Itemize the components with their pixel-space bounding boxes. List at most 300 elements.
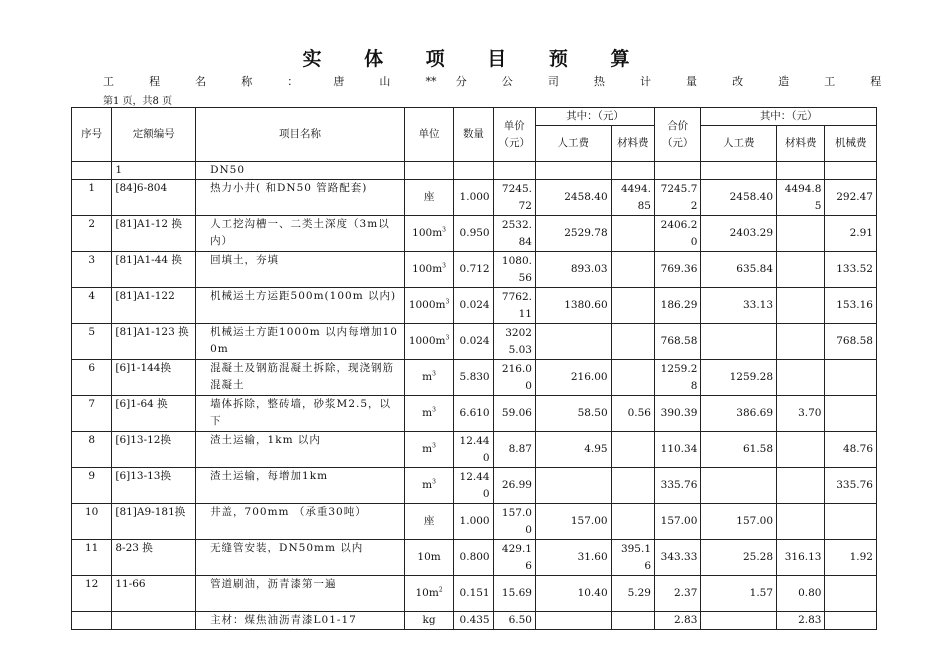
row-seq-text: 6 — [88, 362, 96, 374]
row-labor-2-text: 25.28 — [742, 551, 774, 563]
row-labor-2 — [701, 612, 777, 630]
row-unit-price-text: 216.00 — [501, 362, 532, 392]
row-labor-2-text: 1259.28 — [729, 371, 774, 383]
row-unit — [404, 180, 453, 216]
row-total-price-text: 343.33 — [660, 551, 698, 563]
row-total-price-text: 1259.28 — [660, 362, 698, 392]
row-quota-code-text: [6]1-144换 — [115, 362, 171, 374]
row-machine-2-text: 133.52 — [836, 263, 873, 275]
row-quantity — [454, 504, 493, 540]
table-row — [72, 324, 877, 360]
row-material-2-text: 2.83 — [798, 614, 822, 626]
row-item-name-text: 渣土运输，每增加1km — [210, 470, 329, 482]
row-machine-2-text: 1.92 — [849, 551, 873, 563]
row-unit-price — [493, 288, 535, 324]
row-total-price-text: 157.00 — [660, 515, 698, 527]
row-seq-text: 7 — [88, 398, 96, 410]
row-material-2 — [777, 432, 825, 468]
row-quantity-text: 0.151 — [459, 587, 490, 599]
row-item-name — [196, 324, 405, 360]
row-quantity-text: 0.024 — [459, 299, 490, 311]
row-seq — [72, 432, 112, 468]
header-quantity: 数量 — [454, 108, 493, 162]
row-unit-price — [493, 162, 535, 180]
row-item-name-text: 墙体拆除，整砖墙，砂浆M2.5，以下 — [210, 398, 392, 427]
row-machine-2 — [825, 162, 877, 180]
row-quantity — [454, 396, 493, 432]
row-seq-text: 10 — [84, 506, 99, 518]
row-unit-price-text: 8.87 — [508, 443, 532, 455]
row-material-2 — [777, 162, 825, 180]
header-total-price: 合价（元） — [655, 108, 701, 162]
row-material-1 — [611, 162, 654, 180]
row-item-name-text: 渣土运输，1km 以内 — [210, 434, 321, 446]
row-unit-text: kg — [422, 614, 436, 626]
row-material-1 — [611, 252, 654, 288]
project-line-char: ** — [425, 75, 437, 88]
row-labor-2-text: 33.13 — [742, 299, 774, 311]
row-machine-2-text: 768.58 — [836, 335, 873, 347]
project-line-char: 改 — [732, 75, 759, 88]
header-of-which-2: 其中：（元） — [701, 108, 877, 126]
row-material-1 — [611, 360, 654, 396]
row-material-2-text: 4494.85 — [784, 182, 822, 212]
row-total-price-text: 2406.20 — [660, 218, 698, 248]
row-labor-2 — [701, 162, 777, 180]
row-item-name — [196, 162, 405, 180]
row-labor-1-text: 1380.60 — [564, 299, 608, 311]
row-quantity-text: 0.950 — [459, 227, 490, 239]
row-unit — [404, 216, 453, 252]
unit-superscript: 3 — [445, 298, 450, 306]
project-line-char: 分 — [455, 75, 483, 88]
row-material-2 — [777, 468, 825, 504]
row-quota-code-text: [6]13-12换 — [115, 434, 171, 446]
row-material-1 — [611, 612, 654, 630]
row-labor-2-text: 157.00 — [736, 515, 774, 527]
project-line-char: 唐 — [333, 75, 361, 88]
row-unit-price-text: 157.00 — [501, 506, 532, 536]
row-quantity — [454, 324, 493, 360]
unit-superscript: 3 — [442, 262, 446, 270]
row-labor-2 — [701, 432, 777, 468]
row-quota-code — [112, 612, 196, 630]
row-quantity — [454, 288, 493, 324]
row-quantity — [454, 360, 493, 396]
project-line-char: 工 — [103, 75, 130, 88]
row-labor-2-text: 2403.29 — [729, 227, 774, 239]
row-seq — [72, 468, 112, 504]
row-total-price — [655, 288, 701, 324]
row-total-price-text: 335.76 — [660, 479, 698, 491]
row-machine-2-text: 153.16 — [836, 299, 873, 311]
unit-superscript: 3 — [432, 442, 436, 450]
row-quota-code — [112, 288, 196, 324]
unit-superscript: 3 — [432, 406, 436, 414]
project-line-char: 造 — [778, 75, 805, 88]
row-labor-1-text: 58.50 — [577, 407, 608, 419]
row-unit-price-text: 15.69 — [501, 587, 532, 599]
row-unit-price — [493, 324, 535, 360]
row-item-name — [196, 576, 405, 612]
row-unit-text: m — [422, 407, 433, 419]
row-item-name-text: DN50 — [210, 164, 246, 176]
row-quota-code — [112, 180, 196, 216]
row-unit-price-text: 26.99 — [501, 479, 532, 491]
header-of-which-1: 其中：（元） — [535, 108, 654, 126]
row-item-name-text: 回填土，夯填 — [210, 254, 280, 266]
row-total-price — [655, 252, 701, 288]
row-quota-code — [112, 432, 196, 468]
row-machine-2 — [825, 180, 877, 216]
row-quantity — [454, 180, 493, 216]
header-labor-1: 人工费 — [535, 126, 611, 162]
row-labor-1 — [535, 180, 611, 216]
row-material-1-text: 5.29 — [627, 587, 651, 599]
row-unit — [404, 576, 453, 612]
table-row — [72, 432, 877, 468]
row-machine-2-text: 292.47 — [836, 191, 873, 203]
header-machine-2: 机械费 — [825, 126, 877, 162]
row-unit-text: 座 — [423, 515, 435, 527]
row-quota-code — [112, 324, 196, 360]
row-labor-2-text: 2458.40 — [729, 191, 774, 203]
table-row — [72, 396, 877, 432]
row-total-price — [655, 576, 701, 612]
row-unit — [404, 162, 453, 180]
row-unit-price-text: 429.16 — [501, 542, 532, 572]
row-seq — [72, 252, 112, 288]
row-quantity — [454, 252, 493, 288]
row-machine-2 — [825, 504, 877, 540]
header-material-1: 材料费 — [611, 126, 654, 162]
row-item-name — [196, 504, 405, 540]
table-row — [72, 288, 877, 324]
project-line-char: 计 — [639, 75, 667, 88]
row-quota-code-text: 11-66 — [115, 578, 146, 590]
row-seq — [72, 396, 112, 432]
row-unit-text: 100m — [412, 263, 443, 275]
row-unit-price-text: 2532.84 — [501, 218, 532, 248]
row-material-2 — [777, 576, 825, 612]
row-seq-text: 3 — [88, 254, 96, 266]
row-unit — [404, 468, 453, 504]
row-quota-code — [112, 468, 196, 504]
row-material-2 — [777, 324, 825, 360]
project-line-char: ： — [287, 75, 315, 88]
row-labor-2 — [701, 396, 777, 432]
project-line-char: 工 — [824, 75, 851, 88]
row-item-name — [196, 216, 405, 252]
row-seq-text: 5 — [88, 326, 96, 338]
row-unit-price — [493, 252, 535, 288]
row-unit-price — [493, 540, 535, 576]
row-seq-text: 1 — [88, 182, 96, 194]
row-machine-2-text: 48.76 — [842, 443, 873, 455]
row-unit — [404, 612, 453, 630]
row-quota-code — [112, 252, 196, 288]
row-machine-2 — [825, 288, 877, 324]
row-material-1 — [611, 432, 654, 468]
row-material-2 — [777, 252, 825, 288]
row-material-2 — [777, 540, 825, 576]
row-seq — [72, 540, 112, 576]
row-labor-2-text: 61.58 — [742, 443, 774, 455]
row-labor-2 — [701, 252, 777, 288]
row-unit-price — [493, 504, 535, 540]
row-total-price — [655, 432, 701, 468]
table-row — [72, 216, 877, 252]
row-labor-1 — [535, 360, 611, 396]
row-quota-code-text: 1 — [115, 164, 123, 176]
row-material-2 — [777, 396, 825, 432]
row-unit-text: 座 — [423, 191, 435, 203]
row-quantity-text: 0.024 — [459, 335, 490, 347]
row-material-1 — [611, 324, 654, 360]
row-labor-1 — [535, 612, 611, 630]
row-quantity-text: 0.435 — [459, 614, 490, 626]
row-item-name — [196, 612, 405, 630]
row-total-price — [655, 360, 701, 396]
row-unit-text: m — [422, 443, 433, 455]
row-unit-price — [493, 576, 535, 612]
row-item-name — [196, 252, 405, 288]
row-quantity-text: 6.610 — [459, 407, 490, 419]
row-labor-2 — [701, 216, 777, 252]
project-line-char: 量 — [686, 75, 713, 88]
row-labor-2-text: 386.69 — [736, 407, 774, 419]
row-labor-2 — [701, 468, 777, 504]
row-total-price-text: 186.29 — [660, 299, 698, 311]
row-unit-price — [493, 432, 535, 468]
row-quota-code — [112, 540, 196, 576]
row-material-2 — [777, 180, 825, 216]
row-total-price-text: 2.83 — [674, 614, 698, 626]
row-seq — [72, 324, 112, 360]
row-unit-price-text: 7245.72 — [501, 182, 532, 212]
row-labor-2 — [701, 360, 777, 396]
row-quota-code-text: [6]13-13换 — [115, 470, 171, 482]
row-seq-text: 2 — [88, 218, 96, 230]
row-item-name — [196, 288, 405, 324]
row-material-1 — [611, 396, 654, 432]
row-material-2-text: 316.13 — [784, 551, 822, 563]
row-labor-1 — [535, 162, 611, 180]
header-unit-price: 单价（元） — [493, 108, 535, 162]
project-line-char: 程 — [870, 75, 882, 88]
row-labor-1-text: 2529.78 — [564, 227, 608, 239]
row-quota-code — [112, 162, 196, 180]
row-machine-2-text: 2.91 — [849, 227, 873, 239]
row-labor-1 — [535, 396, 611, 432]
row-labor-1-text: 4.95 — [584, 443, 608, 455]
row-item-name — [196, 432, 405, 468]
row-quantity-text: 12.440 — [459, 434, 490, 464]
row-total-price — [655, 162, 701, 180]
row-labor-1 — [535, 216, 611, 252]
row-item-name-text: 机械运土方距1000m 以内每增加100m — [210, 326, 398, 355]
row-machine-2 — [825, 396, 877, 432]
row-labor-1 — [535, 468, 611, 504]
row-unit-text: 10m — [415, 587, 439, 599]
row-quota-code-text: [81]A1-44 换 — [115, 254, 182, 266]
row-labor-1-text: 10.40 — [577, 587, 608, 599]
row-total-price — [655, 612, 701, 630]
row-material-1-text: 395.16 — [620, 542, 651, 572]
row-item-name-text: 混凝土及钢筋混凝土拆除，现浇钢筋混凝土 — [210, 362, 395, 391]
row-total-price-text: 110.34 — [660, 443, 698, 455]
row-material-1-text: 4494.85 — [620, 182, 651, 212]
row-labor-1 — [535, 432, 611, 468]
header-seq: 序号 — [72, 108, 112, 162]
row-labor-2 — [701, 180, 777, 216]
row-quantity-text: 1.000 — [459, 191, 490, 203]
row-labor-1 — [535, 576, 611, 612]
row-quota-code-text: 8-23 换 — [115, 542, 153, 554]
row-labor-1 — [535, 252, 611, 288]
row-seq-text: 12 — [84, 578, 99, 590]
row-quota-code-text: [6]1-64 换 — [115, 398, 168, 410]
row-material-1-text: 0.56 — [627, 407, 651, 419]
row-unit — [404, 288, 453, 324]
row-material-2 — [777, 288, 825, 324]
row-unit — [404, 252, 453, 288]
row-labor-2 — [701, 540, 777, 576]
row-seq — [72, 180, 112, 216]
unit-superscript: 3 — [432, 370, 436, 378]
row-seq-text: 9 — [88, 470, 96, 482]
row-machine-2 — [825, 612, 877, 630]
header-material-2: 材料费 — [777, 126, 825, 162]
header-quota-code: 定额编号 — [112, 108, 196, 162]
row-labor-2 — [701, 324, 777, 360]
row-unit-text: m — [422, 479, 433, 491]
row-unit-price-text: 59.06 — [501, 407, 532, 419]
row-unit-text: m — [422, 371, 433, 383]
row-labor-1-text: 2458.40 — [564, 191, 608, 203]
row-item-name-text: 主材：煤焦油沥青漆L01-17 — [210, 614, 357, 626]
unit-superscript: 3 — [432, 478, 436, 486]
row-labor-2-text: 1.57 — [749, 587, 774, 599]
row-total-price-text: 769.36 — [660, 263, 698, 275]
row-material-2 — [777, 216, 825, 252]
row-seq-text: 11 — [84, 542, 99, 554]
row-unit-price — [493, 180, 535, 216]
row-quantity-text: 12.440 — [459, 470, 490, 500]
row-material-2 — [777, 504, 825, 540]
table-row — [72, 360, 877, 396]
row-item-name — [196, 360, 405, 396]
row-unit-price — [493, 360, 535, 396]
row-quota-code — [112, 360, 196, 396]
row-quantity — [454, 216, 493, 252]
row-unit-price — [493, 216, 535, 252]
row-machine-2 — [825, 360, 877, 396]
row-quota-code-text: [81]A1-123 换 — [115, 326, 189, 338]
row-material-1 — [611, 576, 654, 612]
row-quota-code — [112, 504, 196, 540]
row-quantity — [454, 432, 493, 468]
row-seq — [72, 360, 112, 396]
header-unit: 单位 — [404, 108, 453, 162]
row-unit-text: 100m — [412, 227, 443, 239]
row-labor-1 — [535, 504, 611, 540]
row-unit-price-text: 1080.56 — [501, 254, 532, 284]
row-quota-code — [112, 576, 196, 612]
budget-table — [71, 107, 877, 630]
page-info: 第1 页，共8 页 — [103, 96, 173, 107]
row-quota-code-text: [81]A1-122 — [115, 290, 175, 302]
row-material-1 — [611, 504, 654, 540]
row-unit-price — [493, 612, 535, 630]
project-line-char: 称 — [241, 75, 268, 88]
unit-superscript: 2 — [438, 586, 443, 594]
table-row — [72, 468, 877, 504]
row-machine-2 — [825, 324, 877, 360]
row-seq-text: 4 — [88, 290, 96, 302]
row-seq — [72, 216, 112, 252]
unit-superscript: 3 — [445, 334, 450, 342]
row-quota-code-text: [84]6-804 — [115, 182, 168, 194]
row-quantity-text: 1.000 — [459, 515, 490, 527]
row-seq — [72, 504, 112, 540]
row-unit — [404, 360, 453, 396]
project-line-char: 公 — [501, 75, 529, 88]
row-unit-price — [493, 468, 535, 504]
row-machine-2 — [825, 252, 877, 288]
row-labor-1-text: 157.00 — [570, 515, 608, 527]
row-labor-1 — [535, 288, 611, 324]
row-labor-2 — [701, 504, 777, 540]
row-material-2 — [777, 360, 825, 396]
row-total-price — [655, 504, 701, 540]
row-total-price — [655, 540, 701, 576]
row-unit-price — [493, 396, 535, 432]
table-row — [72, 180, 877, 216]
header-item-name: 项目名称 — [196, 108, 405, 162]
row-total-price — [655, 180, 701, 216]
row-unit-text: 10m — [417, 551, 441, 563]
row-quota-code — [112, 396, 196, 432]
row-item-name — [196, 396, 405, 432]
unit-superscript: 3 — [442, 226, 446, 234]
row-seq — [72, 162, 112, 180]
row-machine-2 — [825, 432, 877, 468]
row-unit-text: 1000m — [408, 299, 446, 311]
row-item-name-text: 无缝管安装，DN50mm 以内 — [210, 542, 364, 554]
row-material-1 — [611, 288, 654, 324]
row-labor-1 — [535, 540, 611, 576]
row-machine-2 — [825, 540, 877, 576]
row-labor-2-text: 635.84 — [736, 263, 774, 275]
row-quantity — [454, 162, 493, 180]
row-quantity-text: 5.830 — [459, 371, 490, 383]
row-quota-code-text: [81]A1-12 换 — [115, 218, 182, 230]
project-line-char: 程 — [149, 75, 176, 88]
row-quota-code-text: [81]A9-181换 — [115, 506, 186, 518]
row-unit-price-text: 32025.03 — [505, 326, 532, 356]
row-labor-1 — [535, 324, 611, 360]
row-total-price-text: 7245.72 — [660, 182, 698, 212]
project-name-line — [103, 73, 881, 89]
row-quantity — [454, 540, 493, 576]
row-seq-text: 8 — [88, 434, 96, 446]
table-row — [72, 612, 877, 630]
row-quantity-text: 0.800 — [459, 551, 490, 563]
row-quantity — [454, 576, 493, 612]
row-seq — [72, 612, 112, 630]
row-unit-price-text: 6.50 — [508, 614, 532, 626]
